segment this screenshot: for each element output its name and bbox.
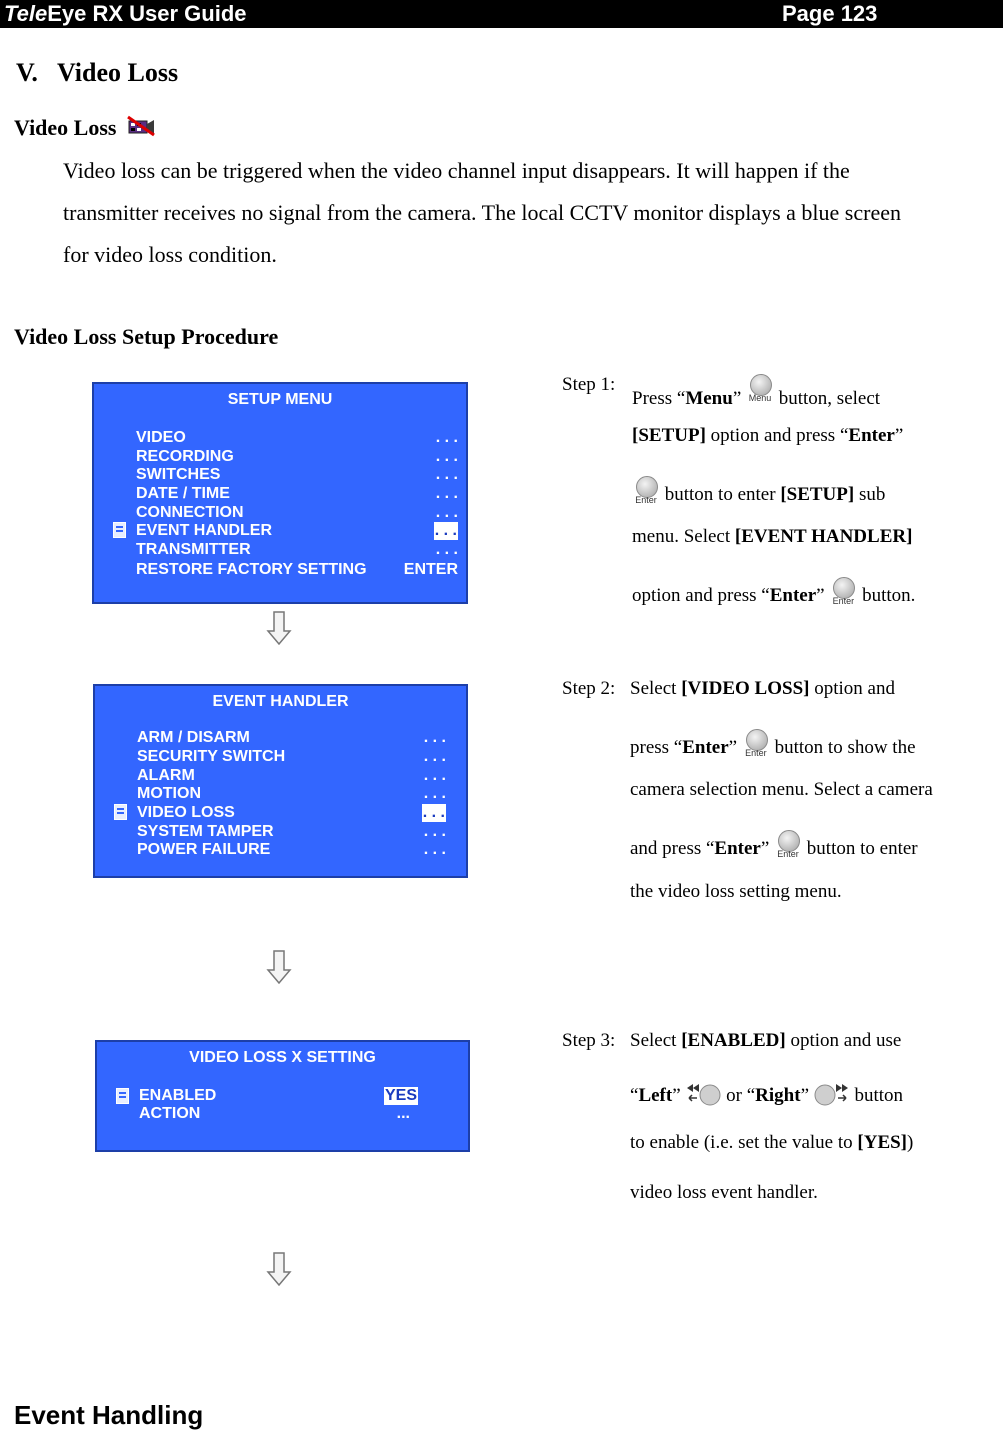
section-title: V. Video Loss: [16, 58, 179, 87]
video-loss-setting-screen: [95, 1040, 470, 1152]
guide-title: [4, 1, 247, 27]
step-line: press “Enter” Enter button to show the: [630, 729, 916, 759]
page-number: Page 123: [782, 1, 878, 26]
step-line: [SETUP] option and press “Enter”: [632, 425, 904, 446]
event-handling-heading: Event Handling: [14, 1400, 204, 1430]
event-handler-screen: [93, 684, 468, 878]
menu-item-date-time[interactable]: DATE / TIME . . .: [136, 485, 458, 502]
right-button-icon: [814, 1081, 850, 1107]
enter-button-icon: Enter: [742, 729, 770, 757]
step-label: Step 3:: [562, 1030, 616, 1051]
step-line: video loss event handler.: [630, 1182, 818, 1203]
menu-button-icon: Menu: [746, 374, 774, 402]
menu-item-event-handler[interactable]: EVENT HANDLER . . .: [136, 522, 457, 539]
menu-item-switches[interactable]: SWITCHES . . .: [136, 466, 458, 483]
menu-title: SETUP MENU: [227, 391, 333, 408]
description-line: for video loss condition.: [63, 242, 277, 267]
step-line: menu. Select [EVENT HANDLER]: [632, 526, 913, 547]
menu-item-enabled[interactable]: ENABLED YES: [139, 1087, 417, 1104]
subheading: [14, 115, 156, 141]
brand-rest: Eye RX User Guide: [47, 1, 247, 26]
enter-button-icon: Enter: [632, 476, 660, 504]
menu-item-system-tamper[interactable]: SYSTEM TAMPER . . .: [137, 823, 446, 840]
down-arrow-icon: [266, 1252, 292, 1286]
step-line: and press “Enter” Enter button to enter: [630, 830, 918, 860]
step-line: Enter button to enter [SETUP] sub: [632, 476, 885, 506]
step-line: Select [ENABLED] option and use: [630, 1030, 902, 1051]
menu-item-arm-disarm[interactable]: ARM / DISARM . . .: [137, 729, 446, 746]
menu-item-connection[interactable]: CONNECTION . . .: [136, 504, 458, 521]
step-line: Press “Menu” Menu button, select: [632, 374, 880, 410]
menu-item-video-loss[interactable]: VIDEO LOSS . . .: [137, 804, 445, 821]
menu-item-restore-factory[interactable]: RESTORE FACTORY SETTING ENTER: [136, 561, 458, 578]
video-loss-icon: [126, 115, 156, 137]
step-label: Step 1:: [562, 374, 616, 395]
setup-menu-screen: [92, 382, 468, 604]
step-line: the video loss setting menu.: [630, 881, 842, 902]
step-line: option and press “Enter” Enter button.: [632, 577, 915, 607]
step-line: “Left” or “Right” button: [630, 1081, 903, 1107]
brand-italic: Tele: [4, 1, 48, 26]
down-arrow-icon: [266, 611, 292, 645]
description-line: transmitter receives no signal from the camera. The local CCTV monitor displays a blue screen: [63, 200, 901, 225]
step-line: Select [VIDEO LOSS] option and: [630, 678, 895, 699]
menu-item-action[interactable]: ACTION ...: [139, 1105, 410, 1122]
step-line: to enable (i.e. set the value to [YES]): [630, 1132, 914, 1153]
enter-button-icon: Enter: [829, 577, 857, 605]
procedure-title: Video Loss Setup Procedure: [14, 324, 279, 349]
page-header: [0, 0, 1003, 28]
description: [63, 150, 998, 276]
down-arrow-icon: [266, 950, 292, 984]
step-line: camera selection menu. Select a camera: [630, 779, 933, 800]
menu-item-recording[interactable]: RECORDING . . .: [136, 448, 458, 465]
menu-item-transmitter[interactable]: TRANSMITTER . . .: [136, 541, 458, 558]
menu-item-security-switch[interactable]: SECURITY SWITCH . . .: [137, 748, 446, 765]
left-button-icon: [685, 1081, 721, 1107]
menu-item-alarm[interactable]: ALARM . . .: [137, 767, 446, 784]
menu-title: EVENT HANDLER: [212, 693, 349, 710]
cursor-icon: [114, 804, 127, 820]
step-label: Step 2:: [562, 678, 616, 699]
menu-title: VIDEO LOSS X SETTING: [189, 1049, 376, 1066]
menu-item-power-failure[interactable]: POWER FAILURE . . .: [137, 841, 446, 858]
cursor-icon: [113, 522, 126, 538]
menu-item-video[interactable]: VIDEO . . .: [136, 429, 458, 446]
enter-button-icon: Enter: [774, 830, 802, 858]
cursor-icon: [116, 1088, 129, 1104]
menu-item-motion[interactable]: MOTION . . .: [137, 785, 446, 802]
subheading-text: Video Loss: [14, 115, 117, 140]
description-line: Video loss can be triggered when the video channel input disappears. It will happen if the: [63, 158, 850, 183]
